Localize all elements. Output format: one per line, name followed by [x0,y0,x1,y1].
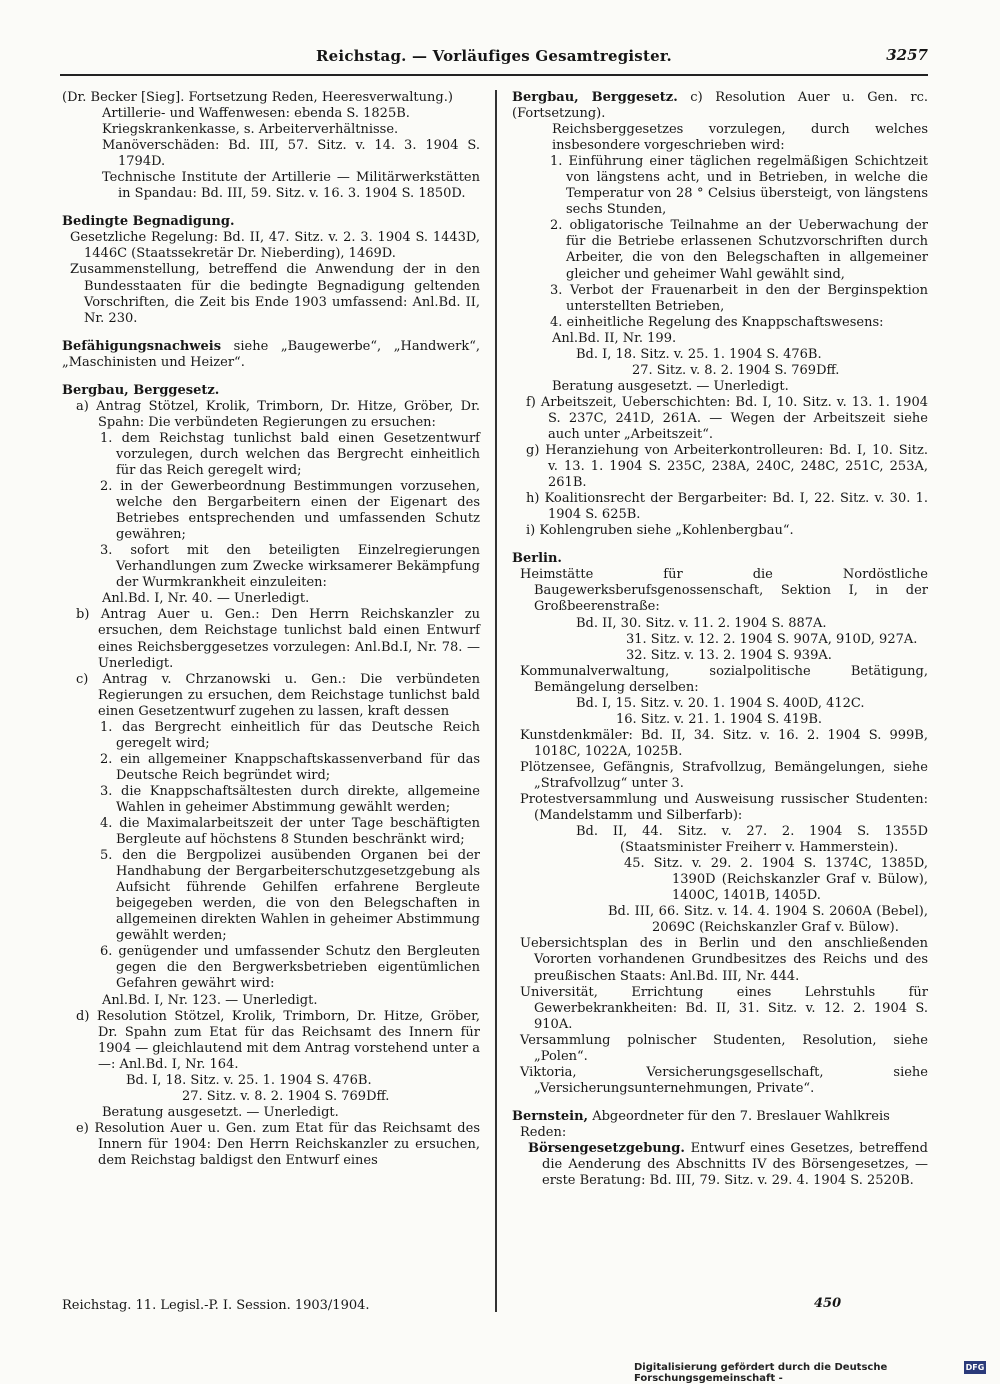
bergbau-a-intro: a) Antrag Stötzel, Krolik, Trimborn, Dr. Hitze, Gröber, Dr. Spahn: Die verbündeten Regierungen zu ersuchen: [76,398,480,430]
bergbau-cont-3: 3. Verbot der Frauenarbeit in den der Berginspektion unterstellten Betrieben, [550,282,928,314]
bergbau-c-2: 2. ein allgemeiner Knappschaftskassenverband für das Deutsche Reich begründet wird; [100,751,480,783]
bergbau-cont-4: 4. einheitliche Regelung des Knappschaftswesens: [550,314,884,330]
bernstein-boerse-text: Entwurf eines Gesetzes, betreffend die Aenderung des Abschnitts IV des Börsengesetzes, — erste Beratung: Bd. III, 79. Sitz. v. 29. 4. 1904 S. 2520B. [542,1141,928,1189]
bergbau-e: e) Resolution Auer u. Gen. zum Etat für das Reichsamt des Innern für 1904: Den Herrn Reichskanzler zu ersuchen, dem Reichstag baldigst den Entwurf eines [76,1120,480,1168]
bergbau-cont-intro: c) Resolution Auer u. Gen. rc. (Fortsetzung). [512,90,928,122]
berlin-viktoria: Viktoria, Versicherungsgesellschaft, siehe „Versicherungsunternehmungen, Private“. [520,1064,928,1096]
berlin-ploetzensee: Plötzensee, Gefängnis, Strafvollzug, Bemängelungen, siehe „Strafvollzug“ unter 3. [520,759,928,791]
begnadigung-line-1: Gesetzliche Regelung: Bd. II, 47. Sitz. v. 2. 3. 1904 S. 1443D, 1446C (Staatssekretär Dr. Nieberding), 1469D. [70,230,480,262]
berlin-kommunal-ref-1: Bd. I, 15. Sitz. v. 20. 1. 1904 S. 400D, 412C. [576,695,865,711]
bergbau-a-2: 2. in der Gewerbeordnung Bestimmungen vorzusehen, welche den Bergarbeitern einen der Eigenart des Betriebes entsprechenden und umfassenden Schutz gewähren; [100,479,480,543]
bergbau-cont-entry [512,90,928,122]
bergbau-i: i) Kohlengruben siehe „Kohlenbergbau“. [526,523,794,539]
footer-page-number: 450 [814,1296,842,1311]
header-rule [60,74,928,76]
begnadigung-line-2: Zusammenstellung, betreffend die Anwendung der in den Bundesstaaten für die bedingte Begnadigung geltenden Vorschriften, die Zeit bis Ende 1903 umfassend: Anl.Bd. II, Nr. 230. [70,262,480,326]
bergbau-cont-status: Beratung ausgesetzt. — Unerledigt. [552,378,789,394]
befaehigung-heading: Befähigungsnachweis [62,338,222,354]
becker-intro: (Dr. Becker [Sieg]. Fortsetzung Reden, Heeresverwaltung.) [62,90,453,105]
bergbau-a-3: 3. sofort mit den beteiligten Einzelregierungen Verhandlungen zum Zwecke wirksamerer Bekämpfung der Wurmkrankheit einzuleiten: [100,543,480,591]
bergbau-cont-ref: Anl.Bd. II, Nr. 199. [552,330,677,346]
bergbau-h: h) Koalitionsrecht der Bergarbeiter: Bd. I, 22. Sitz. v. 30. 1. 1904 S. 625B. [526,491,928,523]
berlin-heimstaette-ref-3: 32. Sitz. v. 13. 2. 1904 S. 939A. [626,647,832,663]
bergbau-c-ref: Anl.Bd. I, Nr. 123. — Unerledigt. [102,992,318,1008]
berlin-protest-ref-3: Bd. III, 66. Sitz. v. 14. 4. 1904 S. 2060A (Bebel), 2069C (Reichskanzler Graf v. Bülow). [608,904,928,936]
bergbau-c-3: 3. die Knappschaftsältesten durch direkte, allgemeine Wahlen in geheimer Abstimmung gewählt werden; [100,783,480,815]
digitization-credit: Digitalisierung gefördert durch die Deutsche Forschungsgemeinschaft - [634,1362,888,1384]
berlin-heimstaette-ref-1: Bd. II, 30. Sitz. v. 11. 2. 1904 S. 887A. [576,615,827,631]
bernstein-reden: Reden: [520,1124,567,1140]
berlin-heading: Berlin. [512,551,562,567]
bergbau-a-ref: Anl.Bd. I, Nr. 40. — Unerledigt. [102,591,310,607]
dfg-logo: DFG [965,1363,985,1372]
bergbau-a-1: 1. dem Reichstag tunlichst bald einen Gesetzentwurf vorzulegen, durch welchen das Bergrecht einheitlich für das Reich geregelt wird; [100,430,480,478]
bergbau-g: g) Heranziehung von Arbeiterkontrolleuren: Bd. I, 10. Sitz. v. 13. 1. 1904 S. 235C, 238A, 240C, 248C, 251C, 253A, 261B. [526,443,928,491]
begnadigung-heading: Bedingte Begnadigung. [62,214,235,230]
berlin-kommunal: Kommunalverwaltung, sozialpolitische Betätigung, Bemängelung derselben: [520,663,928,695]
berlin-versammlung: Versammlung polnischer Studenten, Resolution, siehe „Polen“. [520,1032,928,1064]
bergbau-cont-1: 1. Einführung einer täglichen regelmäßigen Schichtzeit von längstens acht, und in Betrieben, in welche die Temperatur von 28 ° Celsius übersteigt, von längstens sechs Stunden, [550,154,928,218]
berlin-kunst: Kunstdenkmäler: Bd. II, 34. Sitz. v. 16. 2. 1904 S. 999B, 1018C, 1022A, 1025B. [520,727,928,759]
bergbau-c-5: 5. den die Bergpolizei ausübenden Organen bei der Handhabung der Bergarbeiterschutzgesetzgebung als Aufsicht führende Gehilfen erfahrene Bergleute beigegeben werden, die von den Belegschaften in allgemeinen direkten Wahlen in geheimer Abstimmung gewählt werden; [100,848,480,944]
berlin-universitaet: Universität, Errichtung eines Lehrstuhls für Gewerbekrankheiten: Bd. II, 31. Sitz. v. 12. 2. 1904 S. 910A. [520,984,928,1032]
berlin-heimstaette-ref-2: 31. Sitz. v. 12. 2. 1904 S. 907A, 910D, 927A. [626,631,918,647]
berlin-uebersicht: Uebersichtsplan des in Berlin und den anschließenden Vororten vorhandenen Grundbesitzes des Reichs und des preußischen Staats: Anl.Bd. III, Nr. 444. [520,936,928,984]
berlin-heimstaette: Heimstätte für die Nordöstliche Baugewerksberufsgenossenschaft, Sektion I, in der Großbeerenstraße: [520,567,928,615]
bernstein-boerse [512,1141,928,1189]
footer-session-info: Reichstag. 11. Legisl.-P. I. Session. 1903/1904. [62,1298,370,1313]
bernstein-text: Abgeordneter für den 7. Breslauer Wahlkreis [592,1108,890,1124]
becker-line-4: Technische Institute der Artillerie — Militärwerkstätten in Spandau: Bd. III, 59. Sitz. v. 16. 3. 1904 S. 1850D. [102,170,480,202]
bergbau-cont-text: Reichsberggesetzes vorzulegen, durch welches insbesondere vorgeschrieben wird: [552,122,928,154]
bergbau-d-ref-1: Bd. I, 18. Sitz. v. 25. 1. 1904 S. 476B. [126,1072,372,1088]
left-column [62,90,480,1169]
bergbau-d-ref-2: 27. Sitz. v. 8. 2. 1904 S. 769Dff. [182,1088,390,1104]
page-header [60,44,928,72]
befaehigung-entry [62,339,480,371]
bergbau-c-1: 1. das Bergrecht einheitlich für das Deutsche Reich geregelt wird; [100,719,480,751]
bergbau-cont-heading: Bergbau, Berggesetz. [512,90,678,105]
bergbau-b: b) Antrag Auer u. Gen.: Den Herrn Reichskanzler zu ersuchen, dem Reichstage tunlichst bald einen Entwurf eines Reichsberggesetzes vorzulegen: Anl.Bd.I, Nr. 78. — Unerledigt. [76,607,480,671]
berlin-protest-ref-2: 45. Sitz. v. 29. 2. 1904 S. 1374C, 1385D, 1390D (Reichskanzler Graf v. Bülow), 1400C, 1401B, 1405D. [624,856,928,904]
bergbau-cont-ref-2: 27. Sitz. v. 8. 2. 1904 S. 769Dff. [632,362,840,378]
column-divider [495,90,497,1312]
page-title: Reichstag. — Vorläufiges Gesamtregister. [316,47,672,65]
bergbau-f: f) Arbeitszeit, Ueberschichten: Bd. I, 10. Sitz. v. 13. 1. 1904 S. 237C, 241D, 261A. — Wegen der Arbeitszeit siehe auch unter „Arbeitszeit“. [526,394,928,442]
berlin-protest-ref-1: Bd. II, 44. Sitz. v. 27. 2. 1904 S. 1355D (Staatsminister Freiherr v. Hammerstein). [576,824,928,856]
bernstein-entry [512,1109,928,1125]
bergbau-heading: Bergbau, Berggesetz. [62,382,220,398]
bernstein-heading: Bernstein, [512,1108,589,1124]
becker-line-1: Artillerie- und Waffenwesen: ebenda S. 1825B. [102,106,410,122]
bergbau-c-6: 6. genügender und umfassender Schutz den Bergleuten gegen die den Bergwerksbetrieben eigentümlichen Gefahren gewährt wird: [100,944,480,992]
berlin-kommunal-ref-2: 16. Sitz. v. 21. 1. 1904 S. 419B. [616,711,823,727]
bergbau-c-intro: c) Antrag v. Chrzanowski u. Gen.: Die verbündeten Regierungen zu ersuchen, dem Reichstage tunlichst bald einen Gesetzentwurf zugehen zu lassen, kraft dessen [76,671,480,719]
bergbau-cont-2: 2. obligatorische Teilnahme an der Ueberwachung der für die Betriebe erlassenen Schutzvorschriften durch Arbeiter, die von den Belegschaften in allgemeiner gleicher und geheimer Wahl gewählt sind, [550,218,928,282]
right-column [512,90,928,1189]
page-number: 3257 [886,46,928,64]
befaehigung-text: siehe „Baugewerbe“, „Handwerk“, „Maschinisten und Heizer“. [62,338,480,370]
becker-line-3: Manöverschäden: Bd. III, 57. Sitz. v. 14. 3. 1904 S. 1794D. [102,138,480,170]
bergbau-d-status: Beratung ausgesetzt. — Unerledigt. [102,1104,339,1120]
becker-line-2: Kriegskrankenkasse, s. Arbeiterverhältnisse. [102,122,399,138]
berlin-protest: Protestversammlung und Ausweisung russischer Studenten: (Mandelstamm und Silberfarb): [520,792,928,824]
bergbau-c-4: 4. die Maximalarbeitszeit der unter Tage beschäftigten Bergleute auf höchstens 8 Stunden beschränkt wird; [100,816,480,848]
bergbau-cont-ref-1: Bd. I, 18. Sitz. v. 25. 1. 1904 S. 476B. [576,346,822,362]
bernstein-boerse-heading: Börsengesetzgebung. [528,1141,685,1156]
bergbau-d: d) Resolution Stötzel, Krolik, Trimborn, Dr. Hitze, Gröber, Dr. Spahn zum Etat für das Reichsamt des Innern für 1904 — gleichlautend mit dem Antrag vorstehend unter a —: Anl.Bd. I, Nr. 164. [76,1008,480,1072]
